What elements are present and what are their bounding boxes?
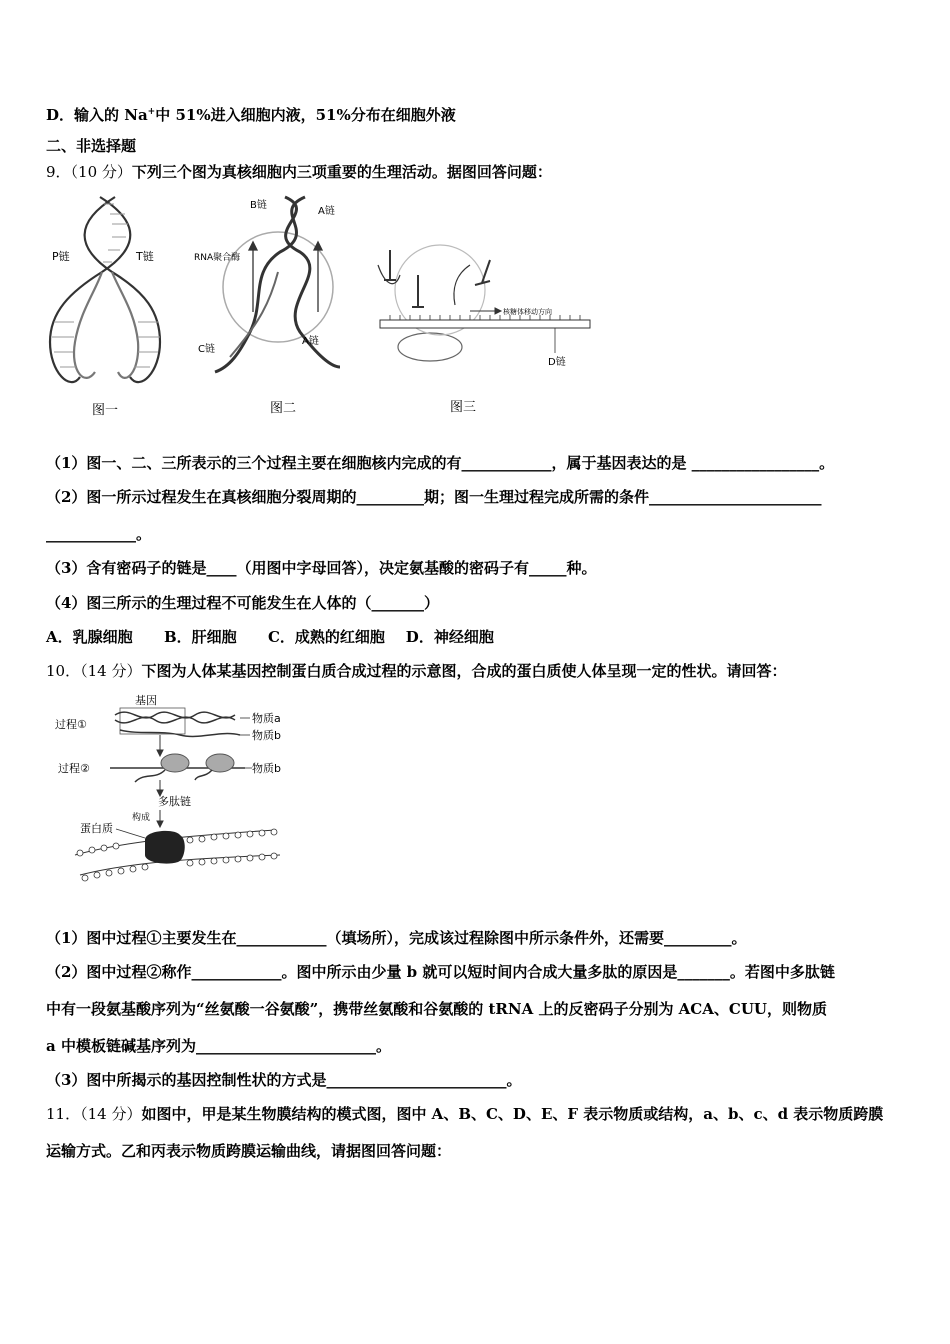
q9-options: A．乳腺细胞 B．肝细胞 C．成熟的红细胞 D．神经细胞 — [46, 628, 494, 646]
q11-stem — [46, 1104, 883, 1124]
a-chain-bottom-label: A链 — [302, 336, 319, 347]
dna-strand-top — [115, 712, 235, 718]
q11-stem-b: 运输方式。乙和丙表示物质跨膜运输曲线，请据图回答问题： — [46, 1142, 452, 1160]
gene-box — [120, 708, 185, 734]
translation-diagram — [370, 235, 600, 420]
q9-sub1: （1）图一、二、三所表示的三个过程主要在细胞核内完成的有____________，属于基因表达的是 _________________。 — [46, 454, 835, 472]
protein-label: 蛋白质 — [80, 822, 113, 835]
ribosome-small-subunit — [398, 333, 462, 361]
helix-strand-2 — [85, 197, 160, 382]
q10-sub3: （3）图中所揭示的基因控制性状的方式是________________________。 — [46, 1071, 522, 1089]
transcription-diagram — [190, 192, 360, 422]
q10-stem-text: 下图为人体某基因控制蛋白质合成过程的示意图，合成的蛋白质使人体呈现一定的性状。请回答： — [141, 662, 787, 680]
dna-strand-bottom — [115, 717, 235, 723]
q9-sub3: （3）含有密码子的链是____（用图中字母回答），决定氨基酸的密码子有_____种。 — [46, 559, 597, 577]
q9-figure-2 — [190, 192, 360, 422]
leaving-arrow — [454, 265, 470, 305]
q10-figure — [50, 690, 320, 895]
q9-sub2a: （2）图一所示过程发生在真核细胞分裂周期的_________期；图一生理过程完成所需的条件_______________________ — [46, 488, 822, 506]
trna-1 — [384, 250, 396, 280]
q9-sub4: （4）图三所示的生理过程不可能发生在人体的（_______） — [46, 594, 439, 612]
ribosome-2 — [206, 754, 234, 772]
q9-number: 9．（10 分） — [46, 163, 132, 181]
process-2-label: 过程② — [58, 762, 90, 775]
figure-1-caption: 图一 — [92, 403, 119, 418]
rna-polymerase-label: RNA聚合酶 — [194, 253, 241, 263]
option-d-sup: + — [147, 107, 156, 117]
mrna-strand — [380, 320, 590, 328]
q9-stem-text: 下列三个图为真核细胞内三项重要的生理活动。据图回答问题： — [131, 163, 552, 181]
q10-stem — [46, 661, 786, 681]
helix-strand-1 — [50, 197, 130, 382]
q10-number: 10．（14 分） — [46, 662, 142, 680]
a-chain-top-label: A链 — [318, 206, 335, 217]
ribosome-direction-label: 核糖体移动方向 — [503, 308, 552, 316]
q9-figure-3 — [370, 235, 600, 420]
option-d-post: 中 51%进入细胞内液，51%分布在细胞外液 — [155, 106, 456, 124]
p-chain-label: P链 — [52, 250, 70, 263]
ribosome-1 — [161, 754, 189, 772]
q10-sub1: （1）图中过程①主要发生在____________（填场所），完成该过程除图中所示条件外，还需要_________。 — [46, 929, 747, 947]
q10-sub2a: （2）图中过程②称作____________。图中所示由少量 b 就可以短时间内合成大量多肽的原因是_______。若图中多肽链 — [46, 963, 835, 981]
gene-label: 基因 — [135, 694, 157, 707]
gene-expression-diagram — [50, 690, 320, 895]
q10-sub2c: a 中模板链碱基序列为________________________。 — [46, 1037, 391, 1055]
option-d-pre: D．输入的 Na — [46, 106, 148, 124]
substance-a-label: 物质a — [252, 712, 281, 725]
substance-b-label-1: 物质b — [252, 729, 281, 742]
section-title: 二、非选择题 — [46, 137, 137, 155]
q9-stem — [46, 162, 552, 182]
d-chain-label: D链 — [548, 357, 566, 368]
q10-sub2b: 中有一段氨基酸序列为“丝氨酸一谷氨酸”，携带丝氨酸和谷氨酸的 tRNA 上的反密码子分别为 ACA、CUU，则物质 — [46, 1000, 827, 1018]
polypeptide-label: 多肽链 — [158, 795, 191, 808]
q9-figure-1 — [40, 192, 180, 422]
q9-sub2b: ____________。 — [46, 525, 152, 543]
process-1-label: 过程① — [55, 718, 87, 731]
c-chain-label: C链 — [198, 344, 215, 355]
t-chain-label: T链 — [136, 250, 154, 263]
b-chain-label: B链 — [250, 200, 267, 211]
rna-strand-c — [230, 272, 278, 357]
polypeptide-2 — [195, 770, 212, 780]
q11-stem-text-a: 如图中，甲是某生物膜结构的模式图，图中 A、B、C、D、E、F 表示物质或结构，a、b、c、d 表示物质跨膜 — [141, 1105, 884, 1123]
figure-3-caption: 图三 — [450, 400, 477, 415]
option-d — [46, 102, 456, 125]
substance-b-label-2: 物质b — [252, 762, 281, 775]
membrane-protein — [145, 831, 185, 864]
q11-number: 11．（14 分） — [46, 1105, 142, 1123]
trna-2 — [412, 275, 424, 307]
constitute-label: 构成 — [132, 813, 151, 823]
mrna-strand-b — [120, 730, 240, 736]
figure-2-caption: 图二 — [270, 401, 297, 416]
dna-replication-diagram — [40, 192, 180, 422]
